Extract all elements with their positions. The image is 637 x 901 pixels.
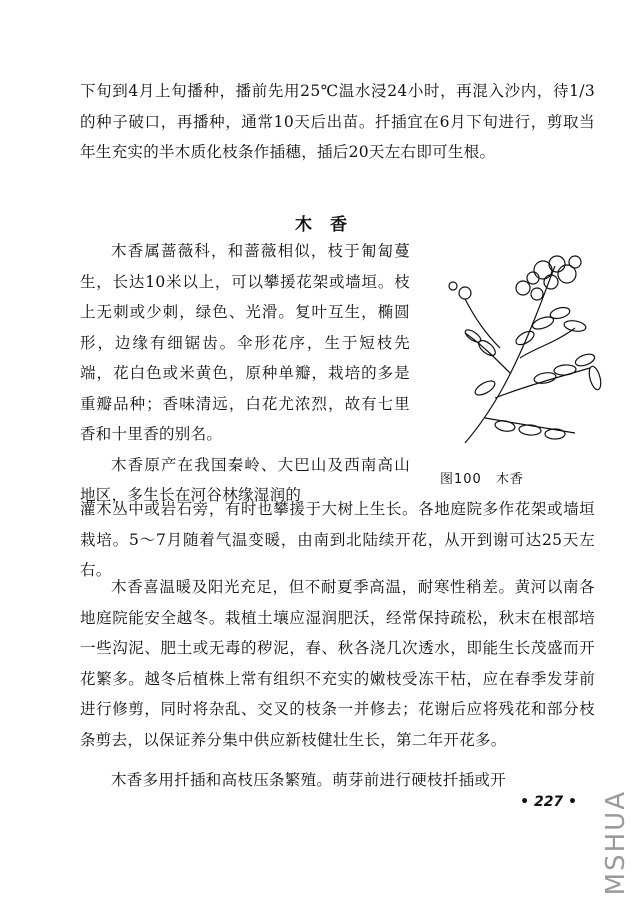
watermark: MSHUA [601,790,631,896]
section-title: 木香 [295,215,365,235]
cultivation-paragraph: 木香喜温暖及阳光充足，但不耐夏季高温，耐寒性稍差。黄河以南各地庭院能安全越冬。栽植土壤应湿润肥沃，经常保持疏松，秋末在根部培一些沟泥、肥土或无毒的秽泥，春、秋各浇几次透水，即能生长茂盛而开花繁多。越冬后植株上常有组织不充实的嫩枝受冻干枯，应在春季发芽前进行修剪，同时将杂乱、交叉的枝条一并修去；花谢后应将残花和部分枝条剪去，以保证养分集中供应新枝健壮生长，第二年开花多。 [80,578,595,749]
origin-paragraph-start: 木香原产在我国秦岭、大巴山及西南高山地区，多生长在河谷林缘湿润的 [80,455,410,504]
page-number: • 227 • [520,794,577,810]
plant-figure [425,248,605,458]
mu-xiang-plant-icon [425,248,605,458]
description-paragraph: 木香属蔷薇科，和蔷薇相似，枝于匍匐蔓生，长达10米以上，可以攀援花架或墙垣。枝上无刺或少刺，绿色、光滑。复叶互生，椭圆形，边缘有细锯齿。伞形花序，生于短枝先端，花白色或米黄色，原种单瓣，栽培的多是重瓣品种；香味清远，白花尤浓烈，故有七里香和十里香的别名。 [80,242,410,443]
figure-caption: 图100 木香 [440,472,524,487]
intro-paragraph: 下旬到4月上旬播种，播前先用25℃温水浸24小时，再混入沙内，待1/3的种子破口，再播种，通常10天后出苗。扦插宜在6月下旬进行，剪取当年生充实的半木质化枝条作插穗，插后20天左右即可生根。 [80,82,595,161]
origin-paragraph-continued: 灌木丛中或岩石旁，有时也攀援于大树上生长。各地庭院多作花架或墙垣栽培。5～7月随着气温变暖，由南到北陆续开花，从开到谢可达25天左右。 [80,500,595,579]
propagation-paragraph: 木香多用扦插和高枝压条繁殖。萌芽前进行硬枝扦插或开 [111,771,507,789]
